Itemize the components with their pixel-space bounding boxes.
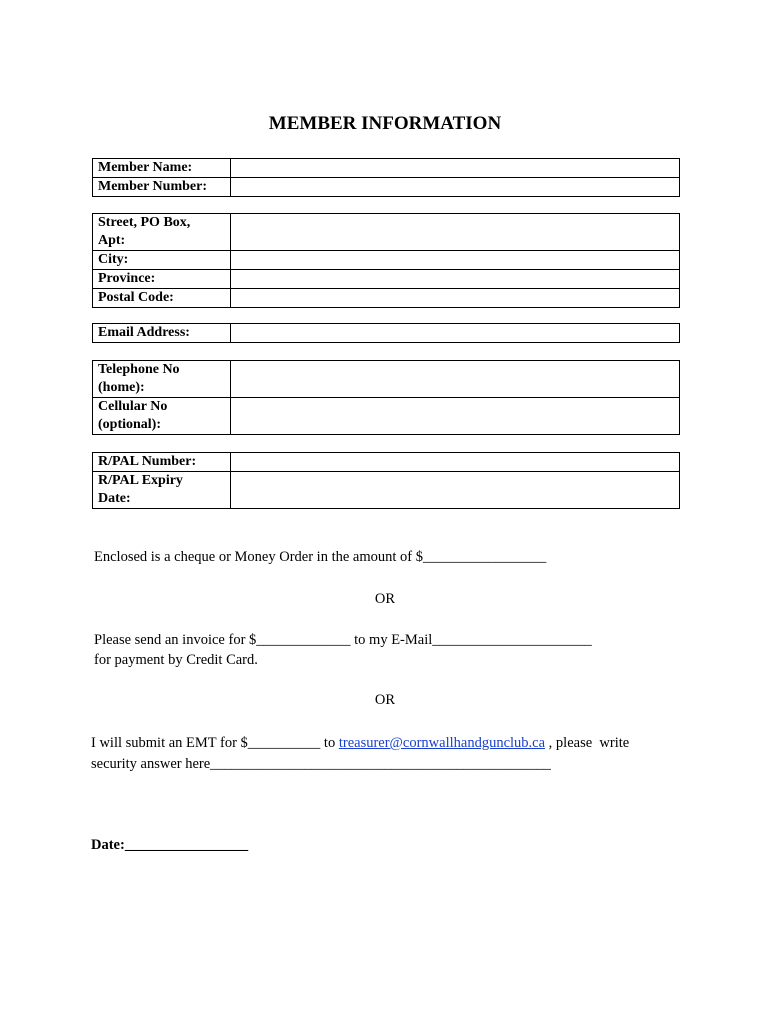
telephone-label-line1: Telephone No — [98, 362, 180, 377]
emt-prefix: I will submit an EMT for $__________ to — [91, 735, 339, 751]
province-label: Province: — [93, 270, 231, 289]
rpal-number-label: R/PAL Number: — [93, 453, 231, 472]
rpal-expiry-label-line1: R/PAL Expiry — [98, 473, 183, 488]
cellular-label-line2: (optional): — [98, 417, 161, 432]
invoice-text-line2: for payment by Credit Card. — [94, 652, 258, 668]
rpal-expiry-label-line2: Date: — [98, 491, 131, 506]
email-table — [92, 323, 680, 343]
page-title: MEMBER INFORMATION — [268, 113, 502, 134]
member-table — [92, 158, 680, 197]
cellular-label-line1: Cellular No — [98, 399, 168, 414]
invoice-text-line1: Please send an invoice for $_____________ to my E-Mail______________________ — [94, 632, 592, 648]
cellular-field[interactable] — [231, 398, 680, 435]
treasurer-email-link[interactable]: treasurer@cornwallhandgunclub.ca — [338, 735, 546, 751]
street-field[interactable] — [231, 214, 680, 251]
cellular-label — [93, 398, 231, 435]
postal-code-field[interactable] — [231, 289, 680, 308]
or-divider-2: OR — [374, 692, 396, 708]
telephone-field[interactable] — [231, 361, 680, 398]
city-label: City: — [93, 251, 231, 270]
street-label-line2: Apt: — [98, 233, 126, 248]
member-name-field[interactable] — [231, 159, 680, 178]
rpal-number-field[interactable] — [231, 453, 680, 472]
address-table — [92, 213, 680, 308]
telephone-label-line2: (home): — [98, 380, 145, 395]
emt-text-line2: security answer here_______________________________________________ — [91, 756, 551, 772]
or-divider-1: OR — [374, 591, 396, 607]
emt-text-line1 — [91, 735, 629, 752]
province-field[interactable] — [231, 270, 680, 289]
street-label-line1: Street, PO Box, — [98, 215, 191, 230]
rpal-expiry-field[interactable] — [231, 472, 680, 509]
telephone-label — [93, 361, 231, 398]
rpal-expiry-label — [93, 472, 231, 509]
member-number-label: Member Number: — [93, 178, 231, 197]
street-label — [93, 214, 231, 251]
date-line — [91, 837, 248, 854]
email-label: Email Address: — [93, 324, 231, 343]
city-field[interactable] — [231, 251, 680, 270]
member-number-field[interactable] — [231, 178, 680, 197]
postal-code-label: Postal Code: — [93, 289, 231, 308]
email-field[interactable] — [231, 324, 680, 343]
emt-suffix: , please write — [545, 735, 630, 751]
rpal-table — [92, 452, 680, 509]
phone-table — [92, 360, 680, 435]
date-blank: _________________ — [124, 837, 249, 853]
date-label: Date: — [91, 837, 125, 853]
cheque-text: Enclosed is a cheque or Money Order in the amount of $_________________ — [94, 549, 547, 565]
member-name-label: Member Name: — [93, 159, 231, 178]
